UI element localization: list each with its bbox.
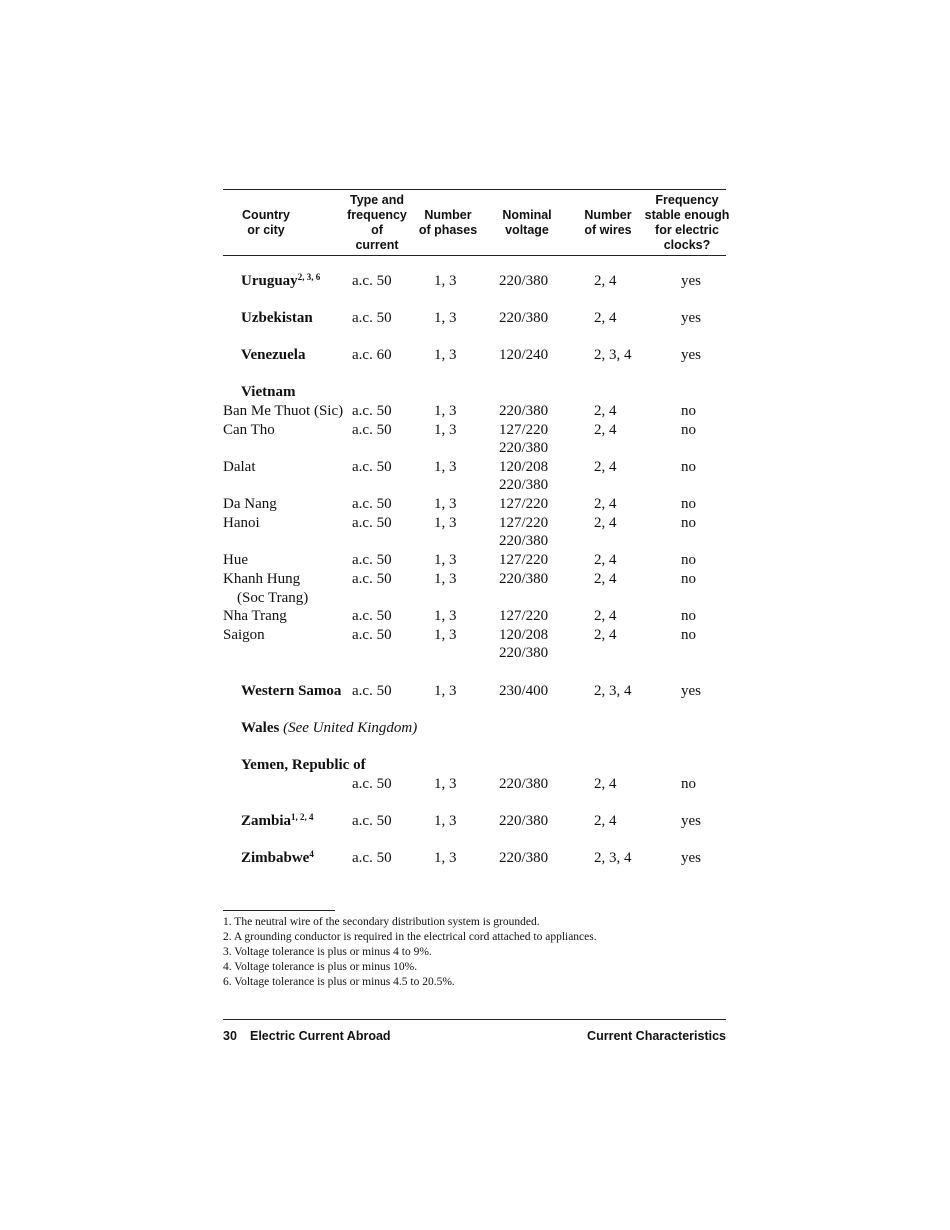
cell-wires: 2, 4 — [594, 273, 617, 289]
cell-voltage: 127/220 — [499, 608, 549, 624]
cell-voltage-secondary: 220/380 — [499, 533, 549, 549]
cell-wires: 2, 4 — [594, 571, 617, 587]
footnote-2: 2. A grounding conductor is required in the electrical cord attached to appliances. — [223, 931, 597, 943]
cell-voltage: 127/220 — [499, 552, 549, 568]
footnote-6: 6. Voltage tolerance is plus or minus 4.5 to 20.5%. — [223, 976, 455, 988]
cell-type: a.c. 50 — [352, 459, 392, 475]
cell-clocks: no — [681, 571, 696, 587]
city-saigon: Saigon — [223, 627, 265, 643]
cell-voltage: 220/380 — [499, 776, 549, 792]
country-venezuela: Venezuela — [241, 347, 306, 363]
city-dalat: Dalat — [223, 459, 256, 475]
footnote-ref: 2, 3, 6 — [297, 272, 321, 282]
cell-type: a.c. 50 — [352, 627, 392, 643]
cell-type: a.c. 50 — [352, 850, 392, 866]
book-title: Electric Current Abroad — [250, 1029, 391, 1043]
cell-clocks: yes — [681, 683, 701, 699]
cell-wires: 2, 4 — [594, 813, 617, 829]
cell-voltage: 127/220 — [499, 496, 549, 512]
cell-voltage-secondary: 220/380 — [499, 477, 549, 493]
header-voltage: Nominal voltage — [502, 208, 552, 237]
footer-rule — [223, 1019, 726, 1020]
cell-voltage-secondary: 220/380 — [499, 440, 549, 456]
footnote-separator — [223, 910, 335, 911]
footnote-3: 3. Voltage tolerance is plus or minus 4 to 9%. — [223, 946, 432, 958]
cell-phases: 1, 3 — [434, 683, 457, 699]
cell-phases: 1, 3 — [434, 627, 457, 643]
cell-phases: 1, 3 — [434, 347, 457, 363]
cell-voltage: 120/208 — [499, 627, 549, 643]
table-top-rule — [223, 189, 726, 190]
cell-wires: 2, 4 — [594, 608, 617, 624]
cell-clocks: no — [681, 627, 696, 643]
section-title: Current Characteristics — [587, 1029, 726, 1043]
cell-clocks: yes — [681, 310, 701, 326]
cell-voltage: 220/380 — [499, 850, 549, 866]
cell-type: a.c. 50 — [352, 310, 392, 326]
cell-clocks: no — [681, 776, 696, 792]
header-wires: Number of wires — [584, 208, 632, 237]
city-khanh-hung: Khanh Hung — [223, 571, 301, 587]
cell-type: a.c. 50 — [352, 552, 392, 568]
cell-type: a.c. 50 — [352, 683, 392, 699]
page-number: 30 — [223, 1029, 237, 1043]
cell-voltage: 220/380 — [499, 310, 549, 326]
cell-wires: 2, 4 — [594, 776, 617, 792]
cell-clocks: no — [681, 515, 696, 531]
city-ban-me-thuot: Ban Me Thuot (Sic) — [223, 403, 344, 419]
cell-clocks: no — [681, 422, 696, 438]
cell-voltage: 230/400 — [499, 683, 549, 699]
cell-voltage: 127/220 — [499, 515, 549, 531]
cell-clocks: yes — [681, 813, 701, 829]
cell-type: a.c. 50 — [352, 496, 392, 512]
cell-clocks: no — [681, 403, 696, 419]
country-uruguay: Uruguay$^{2, 3, 6}$ — [241, 272, 321, 289]
cell-clocks: no — [681, 459, 696, 475]
cell-type: a.c. 50 — [352, 608, 392, 624]
cell-type: a.c. 50 — [352, 571, 392, 587]
cell-type: a.c. 50 — [352, 813, 392, 829]
cell-phases: 1, 3 — [434, 459, 457, 475]
cell-wires: 2, 3, 4 — [594, 347, 632, 363]
cell-voltage: 220/380 — [499, 273, 549, 289]
cell-voltage-secondary: 220/380 — [499, 645, 549, 661]
city-khanh-hung-alt-name: (Soc Trang) — [237, 590, 309, 606]
cell-wires: 2, 4 — [594, 459, 617, 475]
cell-wires: 2, 4 — [594, 627, 617, 643]
cell-type: a.c. 50 — [352, 515, 392, 531]
cell-phases: 1, 3 — [434, 608, 457, 624]
cell-type: a.c. 50 — [352, 273, 392, 289]
city-can-tho: Can Tho — [223, 422, 275, 438]
cell-phases: 1, 3 — [434, 776, 457, 792]
cell-phases: 1, 3 — [434, 850, 457, 866]
footnote-ref: 1, 2, 4 — [291, 812, 314, 822]
cell-phases: 1, 3 — [434, 422, 457, 438]
cell-voltage: 120/208 — [499, 459, 549, 475]
country-western-samoa: Western Samoa — [241, 683, 342, 699]
city-hanoi: Hanoi — [223, 515, 260, 531]
country-vietnam: Vietnam — [241, 384, 296, 400]
country-yemen: Yemen, Republic of — [241, 757, 366, 773]
country-zimbabwe: Zimbabwe$^4$ — [241, 849, 314, 866]
cell-clocks: yes — [681, 850, 701, 866]
country-uzbekistan: Uzbekistan — [241, 310, 313, 326]
cell-voltage: 120/240 — [499, 347, 549, 363]
country-wales: Wales (See United Kingdom) — [241, 720, 418, 736]
cell-clocks: yes — [681, 347, 701, 363]
cell-wires: 2, 4 — [594, 310, 617, 326]
cell-phases: 1, 3 — [434, 273, 457, 289]
cell-phases: 1, 3 — [434, 813, 457, 829]
cell-wires: 2, 4 — [594, 515, 617, 531]
cell-wires: 2, 4 — [594, 496, 617, 512]
cell-voltage: 220/380 — [499, 403, 549, 419]
city-da-nang: Da Nang — [223, 496, 277, 512]
cross-reference-note: (See United Kingdom) — [283, 720, 418, 736]
cell-wires: 2, 3, 4 — [594, 683, 632, 699]
header-clocks: Frequency stable enough for electric clocks? — [644, 193, 730, 252]
cell-phases: 1, 3 — [434, 496, 457, 512]
cell-type: a.c. 50 — [352, 403, 392, 419]
cell-clocks: no — [681, 496, 696, 512]
country-zambia: Zambia$^{1, 2, 4}$ — [241, 812, 314, 829]
cell-type: a.c. 50 — [352, 422, 392, 438]
cell-clocks: yes — [681, 273, 701, 289]
footnote-4: 4. Voltage tolerance is plus or minus 10%. — [223, 961, 418, 973]
cell-clocks: no — [681, 608, 696, 624]
footnote-1: 1. The neutral wire of the secondary distribution system is grounded. — [223, 916, 540, 928]
header-phases: Number of phases — [418, 208, 478, 237]
cell-phases: 1, 3 — [434, 310, 457, 326]
cell-type: a.c. 60 — [352, 347, 392, 363]
cell-phases: 1, 3 — [434, 515, 457, 531]
header-country: Country or city — [242, 208, 290, 237]
cell-wires: 2, 4 — [594, 422, 617, 438]
cell-phases: 1, 3 — [434, 571, 457, 587]
cell-voltage: 220/380 — [499, 571, 549, 587]
cell-phases: 1, 3 — [434, 552, 457, 568]
city-hue: Hue — [223, 552, 248, 568]
header-bottom-rule — [223, 255, 726, 256]
city-nha-trang: Nha Trang — [223, 608, 287, 624]
footnote-ref: 4 — [309, 849, 314, 859]
cell-wires: 2, 4 — [594, 403, 617, 419]
header-type-frequency: Type and frequency of current — [347, 193, 407, 252]
cell-wires: 2, 4 — [594, 552, 617, 568]
cell-voltage: 220/380 — [499, 813, 549, 829]
cell-voltage: 127/220 — [499, 422, 549, 438]
cell-clocks: no — [681, 552, 696, 568]
cell-wires: 2, 3, 4 — [594, 850, 632, 866]
cell-phases: 1, 3 — [434, 403, 457, 419]
cell-type: a.c. 50 — [352, 776, 392, 792]
